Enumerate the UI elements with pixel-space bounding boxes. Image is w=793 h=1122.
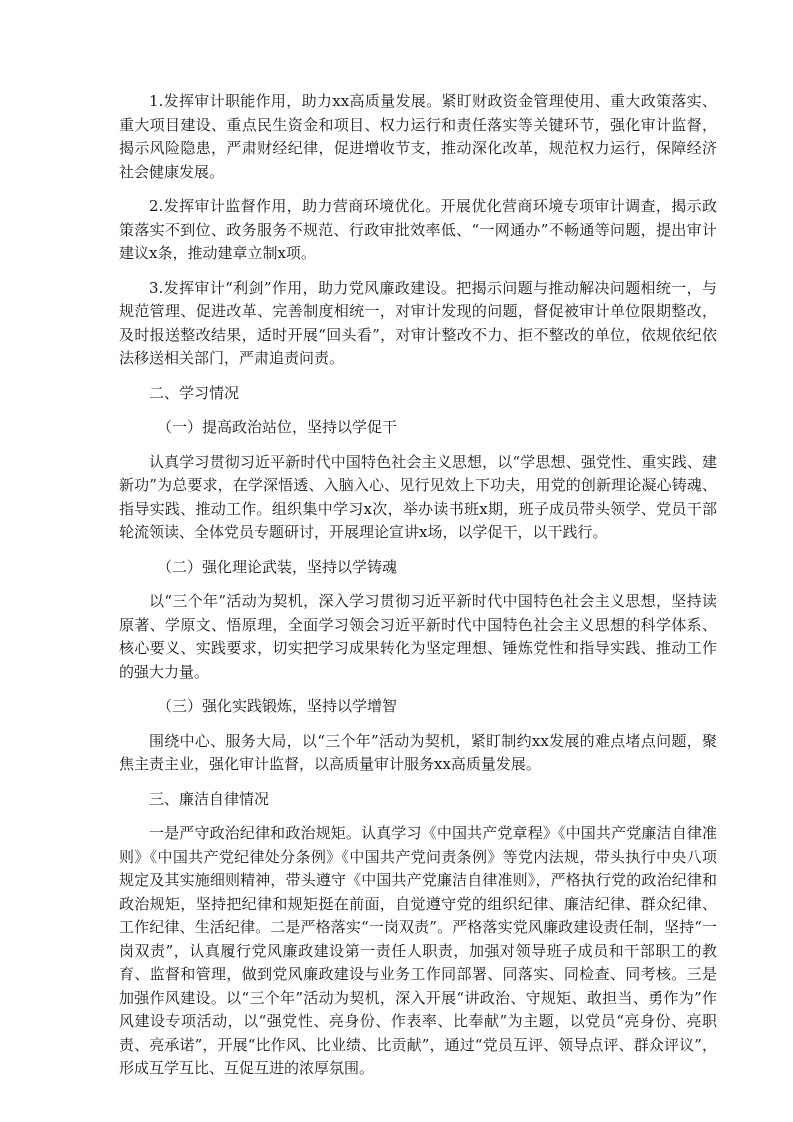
para-audit-function-2: 2.发挥审计监督作用，助力营商环境优化。开展优化营商环境专项审计调查，揭示政策落实不到位、政务服务不规范、行政审批效率低、“一网通办”不畅通等问题，提出审计建议x条，推动建章立制x项。	[119, 197, 717, 262]
para-audit-function-1: 1.发挥审计职能作用，助力xx高质量发展。紧盯财政资金管理使用、重大政策落实、重大项目建设、重点民生资金和项目、权力运行和责任落实等关键环节，强化审计监督，揭示风险隐患，严肃财经纪律，促进增收节支，推动深化改革，规范权力运行，保障经济社会健康发展。	[119, 92, 717, 181]
document-body	[119, 90, 717, 1092]
section-heading-study: 二、学习情况	[149, 383, 240, 402]
subheading-theory-armament: （二）强化理论武装，坚持以学铸魂	[157, 557, 398, 576]
para-theory-armament: 以“三个年”活动为契机，深入学习贯彻习近平新时代中国特色社会主义思想，坚持读原著、学原文、悟原理，全面学习领会习近平新时代中国特色社会主义思想的科学体系、核心要义、实践要求，切实把学习成果转化为坚定理想、锤炼党性和指导实践、推动工作的强大力量。	[119, 592, 717, 681]
para-integrity: 一是严守政治纪律和政治规矩。认真学习《中国共产党章程》《中国共产党廉洁自律准则》《中国共产党纪律处分条例》《中国共产党问责条例》等党内法规，带头执行中央八项规定及其实施细则精神，带头遵守《中国共产党廉洁自律准则》，严格执行党的政治纪律和政治规矩，坚持把纪律和规矩挺在前面，自觉遵守党的组织纪律、廉洁纪律、群众纪律、工作纪律、生活纪律。二是严格落实“一岗双责”。严格落实党风廉政建设责任制，坚持“一岗双责”，认真履行党风廉政建设第一责任人职责，加强对领导班子成员和干部职工的教育、监督和管理，做到党风廉政建设与业务工作同部署、同落实、同检查、同考核。三是加强作风建设。以“三个年”活动为契机，深入开展“讲政治、守规矩、敢担当、勇作为”作风建设专项活动，以“强党性、亮身份、作表率、比奉献”为主题，以党员“亮身份、亮职责、亮承诺”，开展“比作风、比业绩、比贡献”，通过“党员互评、领导点评、群众评议”，形成互学互比、互促互进的浓厚氛围。	[119, 824, 717, 1077]
para-practice-training: 围绕中心、服务大局，以“三个年”活动为契机，紧盯制约xx发展的难点堵点问题，聚焦主责主业，强化审计监督，以高质量审计服务xx高质量发展。	[119, 731, 717, 773]
subheading-practice-training: （三）强化实践锻炼，坚持以学增智	[157, 697, 398, 715]
section-heading-integrity: 三、廉洁自律情况	[149, 789, 270, 808]
para-audit-function-3: 3.发挥审计“利剑”作用，助力党风廉政建设。把揭示问题与推动解决问题相统一，与规范管理、促进改革、完善制度相统一，对审计发现的问题，督促被审计单位限期整改，及时报送整改结果，适时开展“回头看”，对审计整改不力、拒不整改的单位，依规依纪依法移送相关部门，严肃追责问责。	[119, 278, 717, 367]
subheading-political-stand: （一）提高政治站位，坚持以学促干	[157, 418, 398, 436]
para-political-stand: 认真学习贯彻习近平新时代中国特色社会主义思想，以“学思想、强党性、重实践、建新功”为总要求，在学深悟透、入脑入心、见行见效上下功夫，用党的创新理论凝心铸魂、指导实践、推动工作。组织集中学习x次，举办读书班x期，班子成员带头领学、党员干部轮流领读、全体党员专题研讨，开展理论宣讲x场，以学促干，以干践行。	[119, 452, 717, 541]
